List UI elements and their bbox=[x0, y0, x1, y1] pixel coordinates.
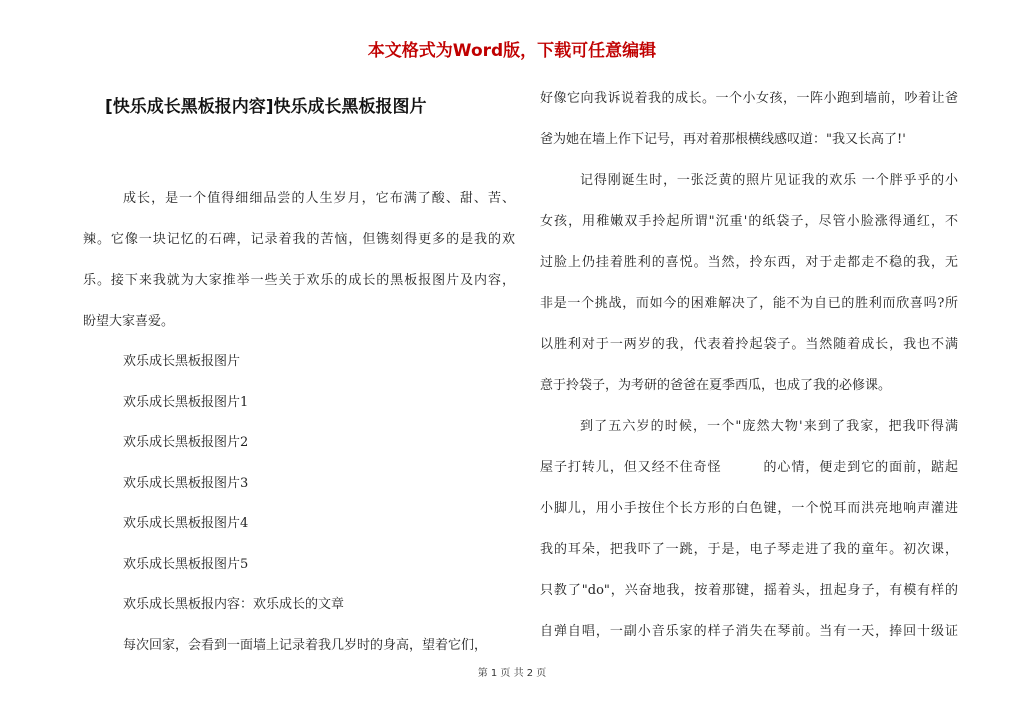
left-column bbox=[83, 178, 515, 666]
word-version-banner: 本文格式为Word版，下载可任意编辑 bbox=[367, 41, 657, 61]
list-item: 欢乐成长黑板报图片3 bbox=[123, 475, 249, 491]
body-line: 非是一个挑战，而如今的困难解决了，能不为自已的胜利而欣喜吗?所 bbox=[540, 296, 958, 311]
list-item: 欢乐成长黑板报图片2 bbox=[123, 435, 249, 450]
intro-line: 盼望大家喜爱。 bbox=[83, 314, 175, 329]
body-line: 爸为她在墙上作下记号，再对着那根横线感叹道："我又长高了!' bbox=[540, 132, 906, 147]
list-item: 欢乐成长黑板报图片 bbox=[123, 354, 241, 369]
body-line: 记得刚诞生时，一张泛黄的照片见证我的欢乐 一个胖乎乎的小 bbox=[580, 173, 958, 188]
intro-line: 辣。它像一块记忆的石碑，记录着我的苦恼，但镌刻得更多的是我的欢 bbox=[83, 232, 515, 247]
list-item: 欢乐成长黑板报内容：欢乐成长的文章 bbox=[123, 597, 345, 612]
list-item: 欢乐成长黑板报图片5 bbox=[123, 556, 249, 572]
body-line: 过脸上仍挂着胜利的喜悦。当然，拎东西，对于走都走不稳的我，无 bbox=[540, 255, 958, 270]
body-line: 女孩，用稚嫩双手拎起所谓"沉重'的纸袋子，尽管小脸涨得通红，不 bbox=[540, 214, 958, 229]
intro-line: 成长，是一个值得细细品尝的人生岁月，它布满了酸、甜、苦、 bbox=[123, 191, 515, 206]
body-line: 屋子打转儿，但又经不住奇怪 的心情，便走到它的面前，踮起 bbox=[540, 460, 958, 475]
body-line: 小脚儿，用小手按住个长方形的白色键，一个悦耳而洪亮地响声灌进 bbox=[540, 501, 958, 516]
body-line: 到了五六岁的时候，一个"庞然大物'来到了我家，把我吓得满 bbox=[580, 419, 958, 434]
body-line: 以胜利对于一两岁的我，代表着拎起袋子。当然随着成长，我也不满 bbox=[540, 337, 958, 352]
list-item: 欢乐成长黑板报图片4 bbox=[123, 516, 249, 531]
page-number-footer: 第 1 页 共 2 页 bbox=[477, 668, 547, 679]
list-item: 欢乐成长黑板报图片1 bbox=[123, 394, 249, 410]
paragraph-start-line: 每次回家，会看到一面墙上记录着我几岁时的身高，望着它们， bbox=[123, 637, 488, 653]
right-column bbox=[540, 78, 958, 652]
body-line: 我的耳朵，把我吓了一跳，于是，电子琴走进了我的童年。初次课， bbox=[540, 542, 958, 557]
body-line: 只教了"do"，兴奋地我，按着那键，摇着头，扭起身子，有模有样的 bbox=[540, 583, 958, 598]
document-title: [快乐成长黑板报内容]快乐成长黑板报图片 bbox=[105, 97, 427, 117]
body-line: 好像它向我诉说着我的成长。一个小女孩，一阵小跑到墙前，吵着让爸 bbox=[540, 91, 958, 106]
body-line: 意于拎袋子，为考研的爸爸在夏季西瓜，也成了我的必修课。 bbox=[540, 378, 892, 393]
body-line: 自弹自唱，一副小音乐家的样子消失在琴前。当有一天，捧回十级证 bbox=[540, 624, 958, 639]
intro-line: 乐。接下来我就为大家推举一些关于欢乐的成长的黑板报图片及内容， bbox=[83, 273, 515, 288]
